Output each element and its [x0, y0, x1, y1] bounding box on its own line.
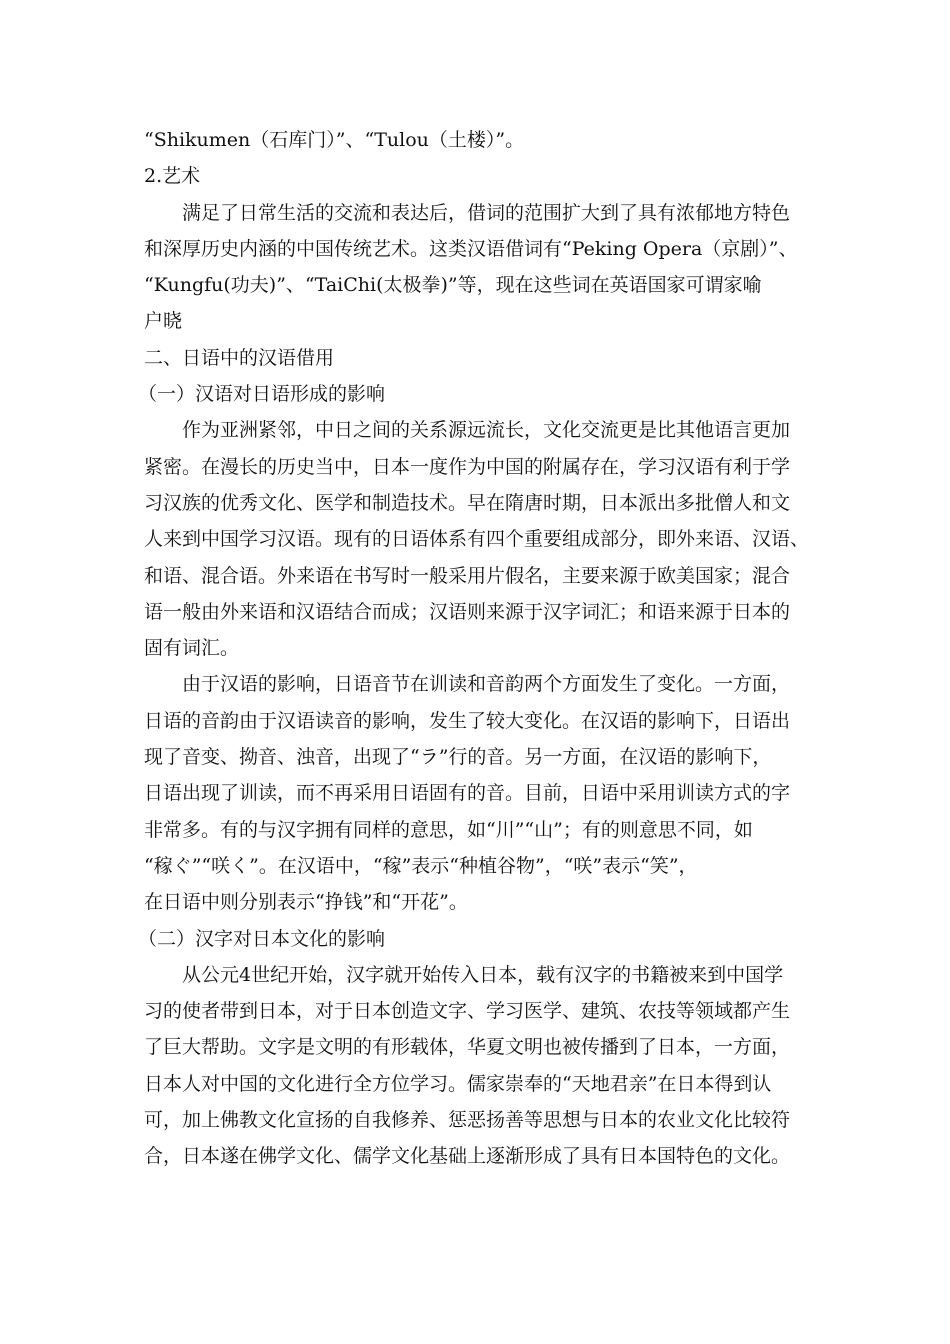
section-heading-art: 2.艺术: [144, 165, 201, 188]
text-line: 人来到中国学习汉语。现有的日语体系有四个重要组成部分，即外来语、汉语、: [144, 528, 810, 551]
text-line: 习汉族的优秀文化、医学和制造技术。早在隋唐时期，日本派出多批僧人和文: [144, 491, 791, 514]
text-line: “稼ぐ”“咲く”。在汉语中，“稼”表示“种植谷物”，“咲”表示“笑”，: [144, 854, 698, 877]
text-line: 现了音变、拗音、浊音，出现了“ラ”行的音。另一方面，在汉语的影响下，: [144, 746, 772, 769]
text-line: 和语、混合语。外来语在书写时一般采用片假名，主要来源于欧美国家；混合: [144, 564, 791, 587]
text-line: 满足了日常生活的交流和表达后，借词的范围扩大到了具有浓郁地方特色: [182, 201, 791, 224]
text-line: 合，日本遂在佛学文化、儒学文化基础上逐渐形成了具有日本国特色的文化。: [144, 1145, 791, 1168]
text-line: 日语出现了训读，而不再采用日语固有的音。目前，日语中采用训读方式的字: [144, 782, 791, 805]
subsection-heading-1: （一）汉语对日语形成的影响: [138, 383, 386, 406]
text-line: 了巨大帮助。文字是文明的有形载体，华夏文明也被传播到了日本，一方面，: [144, 1036, 791, 1059]
section-heading-japanese: 二、日语中的汉语借用: [144, 346, 335, 369]
text-line: “Shikumen（石库门）”、“Tulou（土楼）”。: [144, 129, 525, 151]
text-line: 语一般由外来语和汉语结合而成；汉语则来源于汉字词汇；和语来源于日本的: [144, 600, 791, 623]
text-line: 固有词汇。: [144, 637, 240, 660]
subsection-heading-2: （二）汉字对日本文化的影响: [138, 927, 386, 950]
text-line: 作为亚洲紧邻，中日之间的关系源远流长，文化交流更是比其他语言更加: [182, 419, 791, 442]
text-line: 习的使者带到日本，对于日本创造文字、学习医学、建筑、农技等领域都产生: [144, 1000, 791, 1023]
text-line: “Kungfu(功夫)”、“TaiChi(太极拳)”等，现在这些词在英语国家可谓家喻: [144, 274, 762, 297]
text-line: 紧密。在漫长的历史当中，日本一度作为中国的附属存在，学习汉语有利于学: [144, 455, 791, 478]
text-line: 在日语中则分别表示“挣钱”和“开花”。: [144, 891, 468, 914]
text-line: 非常多。有的与汉字拥有同样的意思，如“川”“山”；有的则意思不同，如: [144, 818, 753, 841]
text-line: 日语的音韵由于汉语读音的影响，发生了较大变化。在汉语的影响下，日语出: [144, 709, 791, 732]
document-body: [138, 122, 812, 1175]
text-line: 从公元4世纪开始，汉字就开始传入日本，载有汉字的书籍被来到中国学: [182, 963, 784, 986]
text-line: 可，加上佛教文化宣扬的自我修养、惩恶扬善等思想与日本的农业文化比较符: [144, 1109, 791, 1132]
text-line: 由于汉语的影响，日语音节在训读和音韵两个方面发生了变化。一方面，: [182, 673, 791, 696]
text-line: 户晓: [144, 310, 183, 333]
text-line: 和深厚历史内涵的中国传统艺术。这类汉语借词有“Peking Opera（京剧）”、: [144, 237, 798, 260]
text-line: 日本人对中国的文化进行全方位学习。儒家崇奉的“天地君亲”在日本得到认: [144, 1072, 772, 1095]
